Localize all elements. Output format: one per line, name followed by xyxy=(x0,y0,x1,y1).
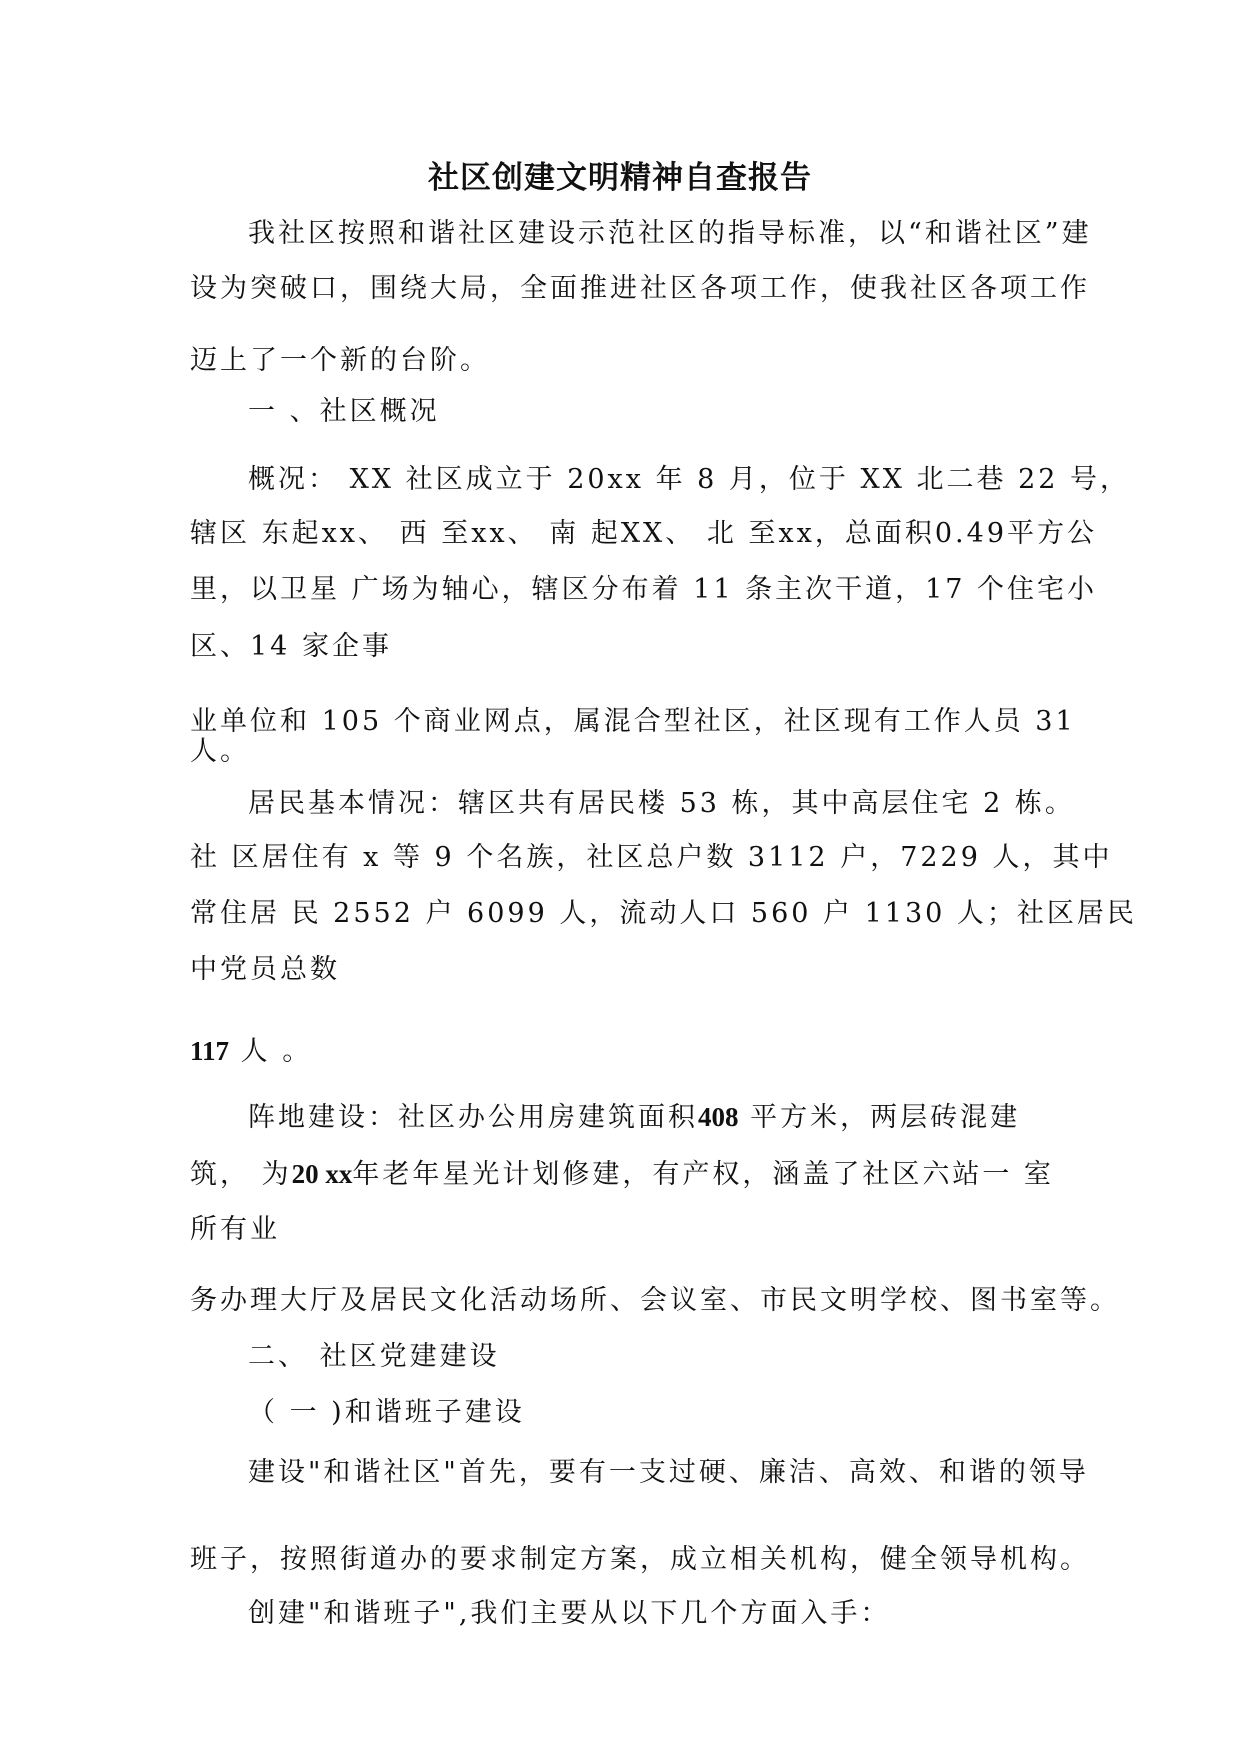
paragraph-line xyxy=(190,1157,1054,1192)
paragraph-line: 务办理大厅及居民文化活动场所、会议室、市民文明学校、图书室等。 xyxy=(190,1285,1120,1316)
paragraph-line: 社 区居住有 x 等 9 个名族，社区总户数 3112 户，7229 人，其中 xyxy=(190,842,1113,873)
party-member-count: 117 xyxy=(190,1036,230,1066)
paragraph-line: 人。 xyxy=(190,736,250,767)
paragraph-line: 所有业 xyxy=(190,1214,280,1245)
line-text: 阵地建设：社区办公用房建筑面积 xyxy=(248,1102,698,1133)
floor-area-value: 408 xyxy=(698,1102,739,1132)
paragraph-line: 常住居 民 2552 户 6099 人，流动人口 560 户 1130 人；社区居民 xyxy=(190,898,1137,929)
paragraph-line: 辖区 东起xx、 西 至xx、 南 起XX、 北 至xx，总面积0.49平方公 xyxy=(190,518,1097,549)
paragraph-line: 居民基本情况：辖区共有居民楼 53 栋，其中高层住宅 2 栋。 xyxy=(248,788,1075,819)
paragraph-line: 里，以卫星 广场为轴心，辖区分布着 11 条主次干道，17 个住宅小 xyxy=(190,574,1098,605)
paragraph-line xyxy=(248,1100,1020,1135)
paragraph-line: 概况： XX 社区成立于 20xx 年 8 月，位于 XX 北二巷 22 号， xyxy=(248,464,1131,495)
paragraph-line: 区、14 家企事 xyxy=(190,631,392,662)
line-text: 年老年星光计划修建，有产权，涵盖了社区六站一 室 xyxy=(352,1159,1054,1190)
paragraph-line: 迈上了一个新的台阶。 xyxy=(190,345,490,376)
document-title: 社区创建文明精神自查报告 xyxy=(428,160,812,196)
paragraph-line: 创建"和谐班子",我们主要从以下几个方面入手： xyxy=(248,1598,891,1629)
section-heading: 一 、社区概况 xyxy=(248,396,440,427)
subsection-heading: （ 一 )和谐班子建设 xyxy=(248,1397,525,1428)
paragraph-line: 业单位和 105 个商业网点，属混合型社区，社区现有工作人员 31 xyxy=(190,706,1076,737)
paragraph-line: 班子，按照街道办的要求制定方案，成立相关机构，健全领导机构。 xyxy=(190,1544,1090,1575)
year-value: 20 xx xyxy=(291,1159,353,1189)
paragraph-line: 我社区按照和谐社区建设示范社区的指导标准，以“和谐社区”建 xyxy=(248,218,1092,249)
section-heading: 二、 社区党建建设 xyxy=(248,1341,500,1372)
line-text: 人 。 xyxy=(240,1036,313,1067)
line-text: 平方米，两层砖混建 xyxy=(750,1102,1021,1133)
paragraph-line: 设为突破口，围绕大局，全面推进社区各项工作，使我社区各项工作 xyxy=(190,273,1090,304)
paragraph-line: 建设"和谐社区"首先，要有一支过硬、廉洁、高效、和谐的领导 xyxy=(248,1457,1089,1488)
paragraph-line: 中党员总数 xyxy=(190,954,340,985)
paragraph-line xyxy=(190,1034,312,1069)
line-text: 筑， 为 xyxy=(190,1159,292,1190)
